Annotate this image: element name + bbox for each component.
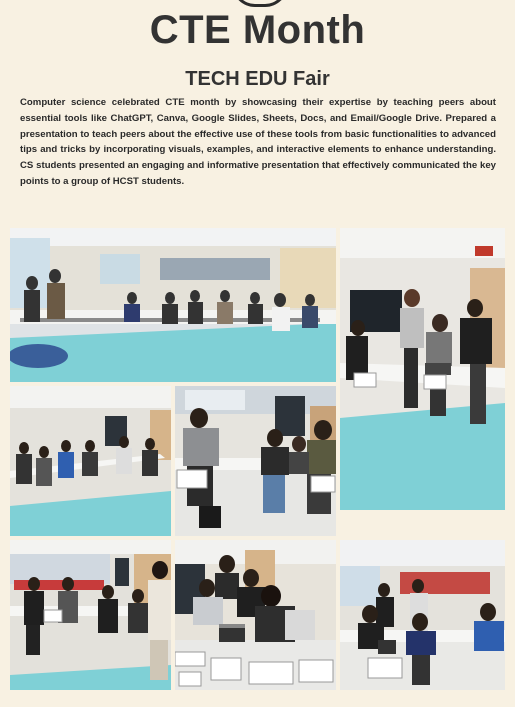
photo-long-table: [10, 386, 171, 536]
photo-seated-group: [175, 386, 336, 536]
photo-bottom-left: [10, 540, 171, 690]
photo-bottom-right: [340, 540, 505, 690]
photo-laptop-huddle: [175, 540, 336, 690]
photo-wide-room: [10, 228, 336, 382]
description-paragraph: Computer science celebrated CTE month by showcasing their expertise by teaching peers about essential tools like ChatGPT, Canva, Google Slides, Sheets, Docs, and Email/Google Drive. Prepared a presentation to teach peers about the effective use of these tools from basic functionalities to advanced tips and tricks by incorporating visuals, examples, and interactive elements to enhance understanding. CS students presented an engaging and informative presentation that effectively communicated the key points to a group of HCST students.: [20, 97, 496, 187]
page-subtitle: TECH EDU Fair: [185, 68, 330, 90]
page-title: CTE Month: [149, 8, 366, 52]
photo-collage: [0, 222, 515, 707]
photo-exit-table: [340, 228, 505, 510]
